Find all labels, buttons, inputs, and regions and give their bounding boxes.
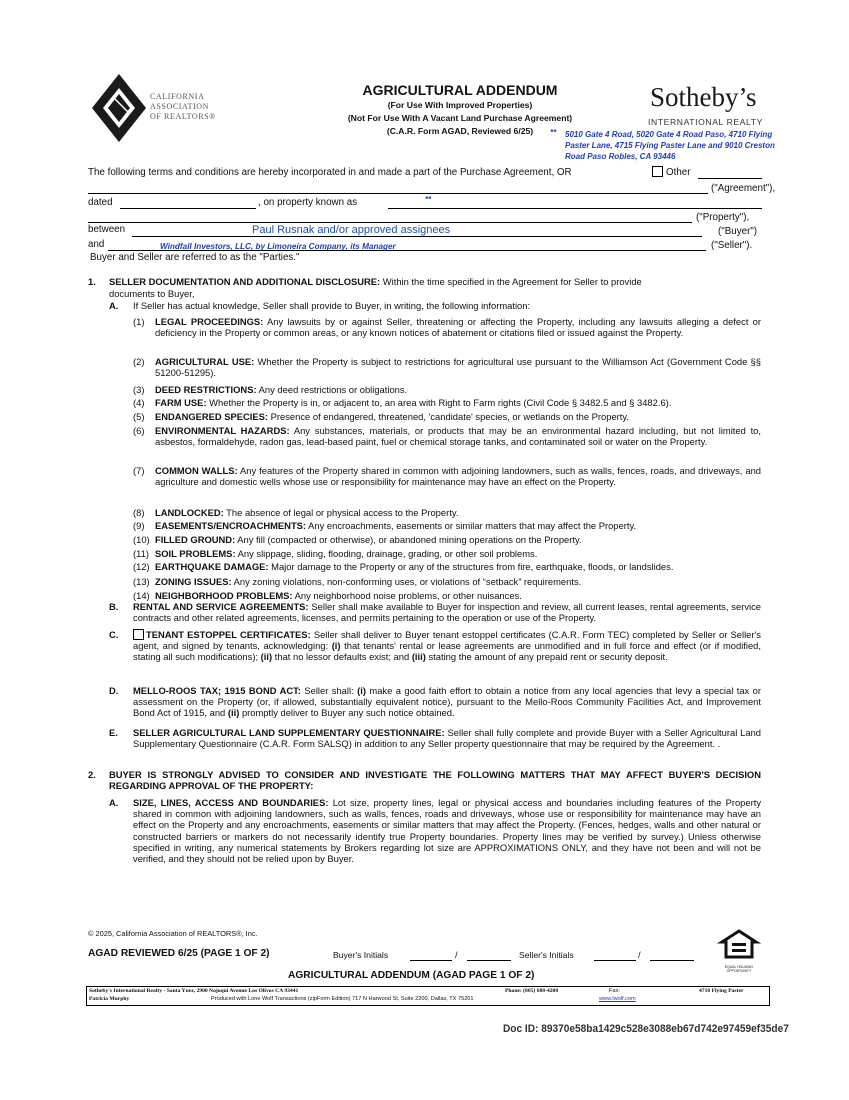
disclosure-item bbox=[155, 561, 761, 572]
disclosure-item-number: (13) bbox=[133, 576, 150, 587]
box-phone: Phone: (805) 688-4200 bbox=[505, 988, 559, 994]
disclosure-item-text: Any substances, materials, or products that may be an environmental hazard including, but not limited to, asbestos, formaldehyde, radon gas, lead-based paint, fuel or chemical storage tanks, and contaminated soil or water on the Property. bbox=[155, 425, 761, 448]
disclosure-item-text: Any lawsuits by or against Seller, threatening or affecting the Property, including any lawsuits alleging a defect or deficiency in the Property or common areas, or any known notices of abatement or citations filed or issued against the Property. bbox=[155, 316, 762, 339]
between-label: between bbox=[88, 224, 126, 235]
disclosure-item-number: (4) bbox=[133, 397, 145, 408]
disclosure-item-text: Any features of the Property shared in common with adjoining landowners, such as walls, fences, roads, and driveways, and agriculture and domestic wells whose use or responsibility for maintenance may have an effect on the Property. bbox=[155, 465, 761, 488]
box-left-1: Sotheby's International Realty - Santa Ynez, 2900 Nojoqui Avenue Los Olivos CA 93441 bbox=[89, 988, 299, 994]
equal-housing-logo bbox=[716, 928, 762, 973]
section1-E-label: E. bbox=[109, 727, 118, 738]
section1-D-body1: Seller shall: bbox=[300, 685, 358, 696]
disclosure-item-text: Whether the Property is in, or adjacent to, an area with Right to Farm rights (Civil Code § 3482.5 and § 3482.6). bbox=[206, 397, 672, 408]
section2-A-label: A. bbox=[109, 797, 119, 808]
form-title: AGRICULTURAL ADDENDUM bbox=[362, 82, 558, 98]
disclosure-item-number: (14) bbox=[133, 590, 150, 601]
section1-D-label: D. bbox=[109, 685, 119, 696]
box-right: 4710 Flying Paster bbox=[699, 988, 744, 994]
disclosure-item-heading: ENVIRONMENTAL HAZARDS: bbox=[155, 425, 290, 436]
car-logo bbox=[86, 70, 236, 146]
section1-C-label: C. bbox=[109, 629, 119, 640]
buyer-initials-field-2[interactable] bbox=[467, 960, 511, 961]
section2-A-head: SIZE, LINES, ACCESS AND BOUNDARIES: bbox=[133, 797, 329, 808]
car-logo-line1: CALIFORNIA bbox=[150, 92, 205, 101]
disclosure-item-heading: FARM USE: bbox=[155, 397, 207, 408]
box-left-2: Patricia Murphy bbox=[89, 996, 130, 1002]
form-subtitle-3: (C.A.R. Form AGAD, Reviewed 6/25) bbox=[386, 126, 534, 136]
seller-initials-slash: / bbox=[638, 949, 641, 960]
section1-C-text bbox=[133, 629, 761, 663]
disclosure-item-number: (6) bbox=[133, 425, 145, 436]
tenant-estoppel-checkbox[interactable] bbox=[133, 629, 144, 640]
agreement-field[interactable] bbox=[88, 193, 708, 194]
section1-E-body: Seller shall fully complete and provide Buyer with a Seller Agricultural Land Supplementary Questionnaire (C.A.R. Form SALSQ) in addition to any Seller property questionnaire that may be required by the Agreement. . bbox=[133, 727, 762, 750]
property-label: ("Property"), bbox=[696, 212, 750, 223]
disclosure-item bbox=[155, 411, 761, 422]
section1-D-body3: promptly deliver to Buyer any such notice obtained. bbox=[239, 707, 455, 719]
address-fill-1: 5010 Gate 4 Road, 5020 Gate 4 Road Paso, 4710 Flying bbox=[565, 130, 773, 139]
address-fill-2: Paster Lane, 4715 Flying Paster Lane and 9010 Creston bbox=[565, 141, 775, 150]
disclosure-item bbox=[155, 520, 761, 531]
form-subtitle-2: (Not For Use With A Vacant Land Purchase Agreement) bbox=[347, 113, 573, 123]
section1-heading bbox=[109, 276, 642, 287]
buyer-initials-slash: / bbox=[455, 949, 458, 960]
disclosure-item-heading: LEGAL PROCEEDINGS: bbox=[155, 316, 264, 327]
seller-initials-field-2[interactable] bbox=[650, 960, 694, 961]
disclosure-item-text: Any slippage, sliding, flooding, drainage, grading, or other soil problems. bbox=[235, 548, 538, 559]
disclosure-item-number: (2) bbox=[133, 356, 145, 367]
section1-D-text bbox=[133, 685, 761, 719]
disclosure-item-heading: EARTHQUAKE DAMAGE: bbox=[155, 561, 269, 572]
disclosure-item-text: The absence of legal or physical access to the Property. bbox=[223, 507, 459, 518]
disclosure-item-number: (5) bbox=[133, 411, 145, 422]
disclosure-item bbox=[155, 465, 761, 487]
seller-label: ("Seller"). bbox=[711, 240, 753, 251]
disclosure-item-number: (7) bbox=[133, 465, 145, 476]
section1-B-body: Seller shall make available to Buyer for inspection and review, all current leases, rental agreements, service contracts and other related agreements, licenses, and permits pertaining to the operation or use of the Property. bbox=[133, 601, 761, 624]
section1-C-ii: (ii) bbox=[260, 651, 273, 663]
disclosure-item-text: Any encroachments, easements or similar matters that may affect the Property. bbox=[306, 520, 637, 531]
section1-C-iii: (iii) bbox=[411, 651, 426, 663]
section1-C-body4: stating the amount of any prepaid rent or security deposit. bbox=[425, 651, 668, 663]
address-fill-3: Road Paso Robles, CA 93446 bbox=[565, 152, 676, 161]
disclosure-item-number: (1) bbox=[133, 316, 145, 327]
section1-D-body2: make a good faith effort to obtain a notice from any local agencies that levy a special tax or assessment on the Property (or, if allowed, substantially equivalent notice), pursuant to the Mello-Roos Community Facilities Act, and Improvement Bond Act of 1915, and bbox=[133, 685, 762, 719]
car-logo-line3: OF REALTORS® bbox=[150, 112, 216, 121]
section2-heading: BUYER IS STRONGLY ADVISED TO CONSIDER AND INVESTIGATE THE FOLLOWING MATTERS THAT MAY AFFECT BUYER'S DECISION REGARDING APPROVAL OF THE PROPERTY: bbox=[109, 769, 761, 792]
section1-B-head: RENTAL AND SERVICE AGREEMENTS: bbox=[133, 601, 309, 612]
doc-id: Doc ID: 89370e58ba1429c528e3088eb67d742e97459ef35de7 bbox=[503, 1023, 789, 1035]
disclosure-item bbox=[155, 425, 761, 447]
disclosure-item bbox=[155, 316, 761, 338]
section1-A-text: If Seller has actual knowledge, Seller shall provide to Buyer, in writing, the following information: bbox=[133, 300, 531, 311]
disclosure-item bbox=[155, 507, 761, 518]
box-link[interactable]: www.lwolf.com bbox=[599, 996, 636, 1002]
other-label: Other bbox=[666, 167, 691, 178]
agreement-label: ("Agreement"), bbox=[711, 183, 776, 194]
intro-line: The following terms and conditions are hereby incorporated in and made a part of the Purchase Agreement, OR bbox=[88, 167, 572, 178]
disclosure-item-text: Any deed restrictions or obligations. bbox=[256, 384, 408, 395]
disclosure-item-text: Whether the Property is subject to restrictions for agricultural use pursuant to the Williamson Act (Government Code §§ 51200-51295). bbox=[155, 356, 761, 379]
buyer-label: ("Buyer") bbox=[718, 226, 758, 237]
section1-num: 1. bbox=[88, 276, 96, 287]
disclosure-item-number: (12) bbox=[133, 561, 150, 572]
disclosure-item bbox=[155, 534, 761, 545]
seller-initials-field-1[interactable] bbox=[594, 960, 636, 961]
disclosure-item-number: (8) bbox=[133, 507, 145, 518]
disclosure-item-number: (9) bbox=[133, 520, 145, 531]
box-produced: Produced with Lone Wolf Transactions (zipForm Edition) 717 N Harwood St, Suite 2200, Dallas, TX 75201 bbox=[211, 996, 474, 1002]
disclosure-item-heading: LANDLOCKED: bbox=[155, 507, 224, 518]
property-field-2[interactable] bbox=[88, 222, 692, 223]
disclosure-item-heading: SOIL PROBLEMS: bbox=[155, 548, 236, 559]
disclosure-item-heading: AGRICULTURAL USE: bbox=[155, 356, 255, 367]
disclosure-item-heading: DEED RESTRICTIONS: bbox=[155, 384, 257, 395]
copyright: © 2025, California Association of REALTORS®, Inc. bbox=[88, 929, 258, 938]
equal-housing-text: EQUAL HOUSING OPPORTUNITY bbox=[724, 965, 754, 973]
section1-C-body1: Seller shall deliver to Buyer tenant estoppel certificates (C.A.R. Form TEC) completed by Seller or Seller's agent, and signed by tenants, acknowledging: bbox=[133, 629, 761, 652]
equal-housing-icon bbox=[716, 928, 762, 960]
car-diamond-icon bbox=[86, 70, 152, 146]
sothebys-sub: INTERNATIONAL REALTY bbox=[648, 117, 763, 127]
section2-A-body: Lot size, property lines, legal or physical access and boundaries including features of the Property shared in common with adjoining landowners, such as walls, fences, roads and driveways, whose use or responsibility for maintenance may have an effect on the Property and any encroachments, easements or similar matters that may affect the Property. (Fences, hedges, walls and other natural or constructed barriers or markers do not necessarily identify true Property boundaries. Property lines may be verified by survey.) Unless otherwise specified in writing, any numerical statements by Brokers regarding lot size are APPROXIMATIONS ONLY, and they have not been and will not be verified, and they should not be relied upon by Buyer. bbox=[133, 797, 762, 865]
section1-A-label: A. bbox=[109, 300, 119, 311]
car-logo-line2: ASSOCIATION bbox=[150, 102, 210, 111]
broker-info-box bbox=[86, 986, 770, 1006]
seller-initials-label: Seller's Initials bbox=[519, 950, 574, 960]
disclosure-item bbox=[155, 590, 761, 601]
dated-label: dated bbox=[88, 197, 113, 208]
disclosure-item bbox=[155, 548, 761, 559]
disclosure-item bbox=[155, 356, 761, 378]
buyer-field[interactable] bbox=[132, 236, 702, 237]
section1-D-i: (i) bbox=[357, 685, 366, 696]
disclosure-item-number: (3) bbox=[133, 384, 145, 395]
section1-C-i: (i) bbox=[331, 640, 341, 652]
disclosure-item-heading: COMMON WALLS: bbox=[155, 465, 238, 476]
section1-B-label: B. bbox=[109, 601, 119, 612]
disclosure-item bbox=[155, 397, 761, 408]
disclosure-item bbox=[155, 384, 761, 395]
disclosure-item-text: Presence of endangered, threatened, 'candidate' species, or wetlands on the Property. bbox=[268, 411, 629, 422]
disclosure-item bbox=[155, 576, 761, 587]
disclosure-item-heading: FILLED GROUND: bbox=[155, 534, 236, 545]
section1-heading-rest: Within the time specified in the Agreement for Seller to provide bbox=[380, 276, 642, 287]
section1-heading-cont: documents to Buyer, bbox=[109, 288, 195, 299]
section1-D-head: MELLO-ROOS TAX; 1915 BOND ACT: bbox=[133, 685, 301, 696]
property-known-label: , on property known as bbox=[258, 197, 358, 208]
disclosure-item-heading: ZONING ISSUES: bbox=[155, 576, 232, 587]
sothebys-logo: Sotheby’s bbox=[650, 82, 757, 112]
section1-B-text bbox=[133, 601, 761, 623]
section1-C-body2: that tenants' rental or lease agreements are unmodified and in full force and effect (or if modified, stating all such modifications); bbox=[133, 640, 761, 663]
property-marker: ** bbox=[425, 195, 432, 204]
other-checkbox[interactable] bbox=[652, 166, 663, 177]
section1-D-ii: (ii) bbox=[227, 707, 240, 719]
and-label: and bbox=[88, 239, 105, 250]
disclosure-item-text: Any fill (compacted or otherwise), or abandoned mining operations on the Property. bbox=[235, 534, 582, 545]
address-marker: ** bbox=[550, 128, 557, 137]
disclosure-item-text: Any neighborhood noise problems, or other nuisances. bbox=[292, 590, 522, 601]
disclosure-item-text: Major damage to the Property or any of the structures from fire, earthquake, floods, or landslides. bbox=[268, 561, 674, 572]
disclosure-item-heading: EASEMENTS/ENCROACHMENTS: bbox=[155, 520, 307, 531]
buyer-fill: Paul Rusnak and/or approved assignees bbox=[252, 224, 451, 236]
disclosure-item-number: (10) bbox=[133, 534, 150, 545]
box-fax: Fax: bbox=[609, 988, 620, 994]
form-subtitle-1: (For Use With Improved Properties) bbox=[387, 100, 533, 110]
disclosure-item-text: Any zoning violations, non-conforming uses, or violations of “setback” requirements. bbox=[231, 576, 582, 587]
section1-E-head: SELLER AGRICULTURAL LAND SUPPLEMENTARY QUESTIONNAIRE: bbox=[133, 727, 445, 738]
form-page-label: AGAD REVIEWED 6/25 (PAGE 1 OF 2) bbox=[88, 948, 270, 959]
section1-E-text bbox=[133, 727, 761, 749]
parties-line: Buyer and Seller are referred to as the "Parties." bbox=[90, 252, 300, 263]
other-field[interactable] bbox=[698, 178, 762, 179]
buyer-initials-field-1[interactable] bbox=[410, 960, 452, 961]
section1-C-head: TENANT ESTOPPEL CERTIFICATES: bbox=[146, 629, 311, 640]
buyer-initials-label: Buyer's Initials bbox=[333, 950, 389, 960]
section1-heading-bold: SELLER DOCUMENTATION AND ADDITIONAL DISCLOSURE: bbox=[109, 276, 381, 287]
disclosure-item-heading: ENDANGERED SPECIES: bbox=[155, 411, 269, 422]
section1-C-body3: that no lessor defaults exist; and bbox=[272, 651, 412, 663]
dated-field[interactable] bbox=[120, 208, 256, 209]
disclosure-item-number: (11) bbox=[133, 548, 149, 559]
footer-center-title: AGRICULTURAL ADDENDUM (AGAD PAGE 1 OF 2) bbox=[288, 970, 535, 981]
disclosure-item-heading: NEIGHBORHOOD PROBLEMS: bbox=[155, 590, 293, 601]
seller-fill: Windfall Investors, LLC, by Limoneira Company, its Manager bbox=[160, 242, 396, 251]
property-field[interactable] bbox=[388, 208, 762, 209]
section2-A-text bbox=[133, 797, 761, 864]
section2-num: 2. bbox=[88, 769, 96, 780]
